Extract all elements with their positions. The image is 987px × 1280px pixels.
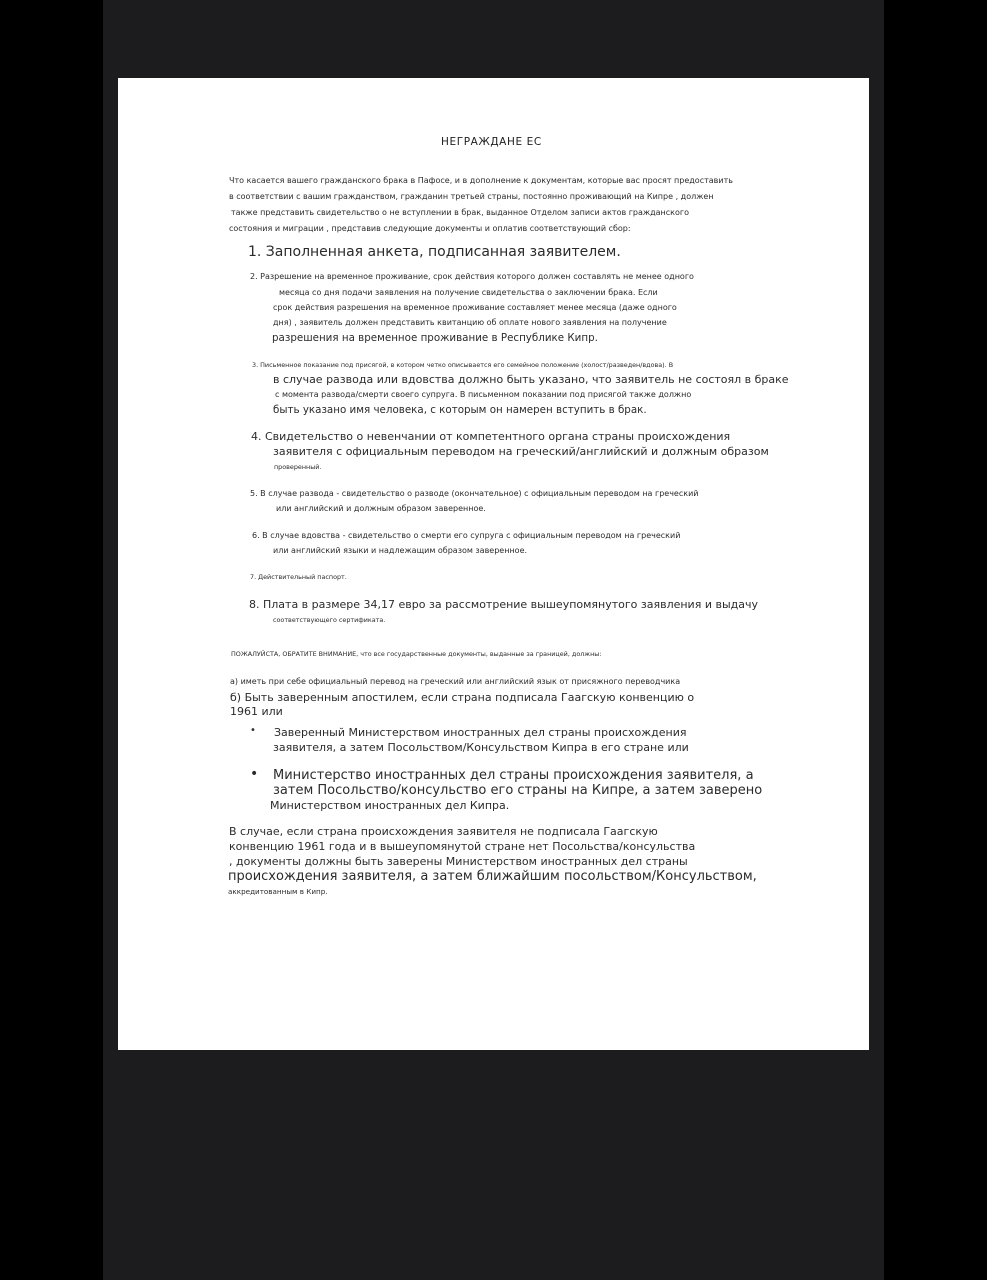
item-2-line: 2. Разрешение на временное проживание, срок действия которого должен составлять не менее одного [250, 272, 694, 281]
item-3-line: с момента развода/смерти своего супруга. В письменном показании под присягой также должно [275, 390, 692, 399]
bullet-2-line: затем Посольство/консульство его страны на Кипре, а затем заверено [273, 783, 763, 798]
intro-line: состояния и миграции , представив следующие документы и оплатив соответствующий сбор: [229, 224, 631, 233]
intro-line: также представить свидетельство о не вступлении в брак, выданное Отделом записи актов гражданского [231, 208, 690, 217]
item-5-line: 5. В случае развода - свидетельство о разводе (окончательное) с официальным переводом на греческий [250, 489, 699, 498]
point-b-line: б) Быть заверенным апостилем, если страна подписала Гаагскую конвенцию о [230, 691, 695, 704]
bullet-1-line: Заверенный Министерством иностранных дел страны происхождения [274, 726, 687, 739]
item-3-line: в случае развода или вдовства должно быть указано, что заявитель не состоял в браке [273, 373, 789, 386]
bullet-1-line: заявителя, а затем Посольством/Консульством Кипра в его стране или [273, 741, 689, 754]
item-4-line: заявителя с официальным переводом на греческий/английский и должным образом [273, 445, 769, 458]
closing-line: В случае, если страна происхождения заявителя не подписала Гаагскую [229, 825, 658, 838]
intro-line: Что касается вашего гражданского брака в Пафосе, и в дополнение к документам, которые вас просят предоставить [229, 176, 733, 185]
closing-line: конвенцию 1961 года и в вышеупомянутой стране нет Посольства/консульства [229, 840, 696, 853]
item-8-line: 8. Плата в размере 34,17 евро за рассмотрение вышеупомянутого заявления и выдачу [249, 598, 758, 611]
closing-line: происхождения заявителя, а затем ближайшим посольством/Консульством, [228, 869, 757, 884]
item-5-line: или английский и должным образом заверенное. [276, 504, 486, 513]
item-2-line: срок действия разрешения на временное проживание составляет менее месяца (даже одного [273, 303, 677, 312]
document-title: НЕГРАЖДАНЕ ЕС [441, 136, 542, 148]
bullet-dot: • [250, 766, 259, 782]
closing-line: аккредитованным в Кипр. [228, 887, 328, 896]
item-2-line: дня) , заявитель должен представить квитанцию об оплате нового заявления на получение [273, 318, 667, 327]
item-6-line: или английский языки и надлежащим образом заверенное. [273, 546, 528, 555]
point-a: а) иметь при себе официальный перевод на греческий или английский язык от присяжного переводчика [230, 677, 681, 686]
item-2-line: месяца со дня подачи заявления на получение свидетельства о заключении брака. Если [279, 288, 658, 297]
item-7: 7. Действительный паспорт. [250, 573, 347, 581]
item-6-line: 6. В случае вдовства - свидетельство о смерти его супруга с официальным переводом на греческий [252, 531, 681, 540]
intro-line: в соответствии с вашим гражданством, гражданин третьей страны, постоянно проживающий на Кипре , должен [229, 192, 714, 201]
closing-line: , документы должны быть заверены Министерством иностранных дел страны [229, 855, 688, 868]
bullet-dot: • [250, 725, 256, 736]
item-4-line: проверенный. [274, 463, 322, 471]
item-2-line: разрешения на временное проживание в Республике Кипр. [272, 332, 598, 344]
item-1: 1. Заполненная анкета, подписанная заявителем. [248, 244, 621, 260]
item-3-line: быть указано имя человека, с которым он намерен вступить в брак. [273, 404, 647, 416]
item-3-line: 3. Письменное показание под присягой, в котором четко описывается его семейное положение (холост/разведен/вдова). В [252, 361, 674, 369]
point-b-line: 1961 или [230, 705, 283, 718]
item-4-line: 4. Свидетельство о невенчании от компетентного органа страны происхождения [251, 430, 731, 443]
item-8-line: соответствующего сертификата. [273, 616, 386, 624]
bullet-2-line: Министерством иностранных дел Кипра. [270, 799, 510, 812]
bullet-2-line: Министерство иностранных дел страны происхождения заявителя, а [273, 768, 754, 783]
notice-heading: ПОЖАЛУЙСТА, ОБРАТИТЕ ВНИМАНИЕ, что все государственные документы, выданные за границей, должны: [231, 650, 602, 658]
